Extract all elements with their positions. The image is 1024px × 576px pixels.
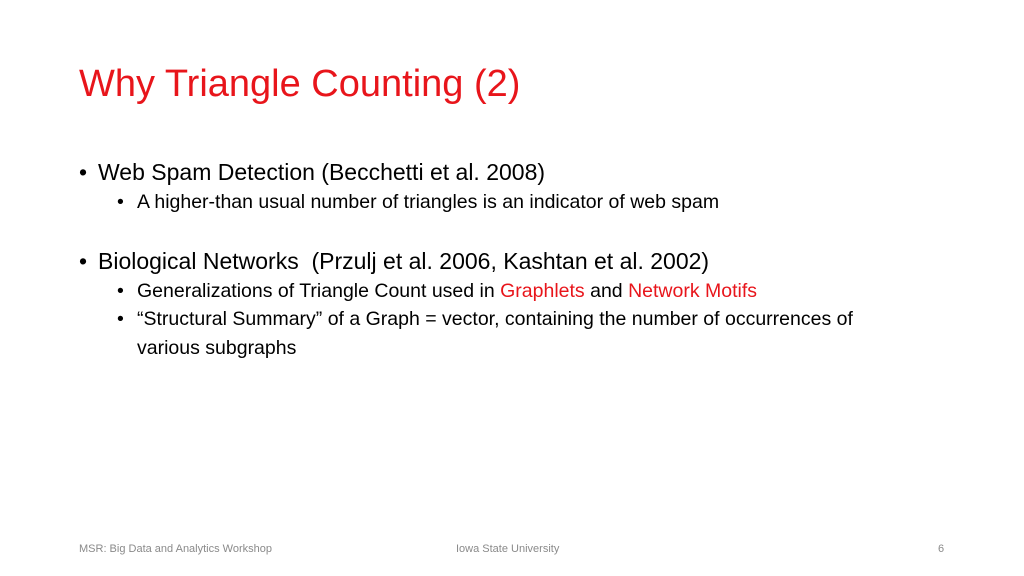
- sub-bullet-text: “Structural Summary” of a Graph = vector, containing the number of occurrences of various subgraphs: [137, 308, 853, 359]
- bullet-biological-networks: [79, 245, 959, 277]
- connector-text: and: [584, 280, 629, 302]
- graphlets-highlight: Graphlets: [500, 280, 585, 302]
- footer-page-number: 6: [938, 543, 945, 555]
- sub-bullet-text: Generalizations of Triangle Count used in: [137, 280, 501, 302]
- section-spacer: [79, 216, 959, 245]
- bullet-web-spam-detection: [79, 156, 959, 188]
- bullet-icon: •: [79, 159, 88, 185]
- bullet-icon: •: [117, 280, 124, 302]
- bullet-icon: •: [117, 191, 124, 213]
- bullet-text: Web Spam Detection (Becchetti et al. 2008): [98, 159, 546, 185]
- footer-workshop: MSR: Big Data and Analytics Workshop: [79, 543, 272, 555]
- footer-university: Iowa State University: [456, 543, 560, 555]
- network-motifs-highlight: Network Motifs: [628, 280, 758, 302]
- sub-bullet-structural-summary: [79, 305, 867, 363]
- bullet-text: Biological Networks (Przulj et al. 2006, Kashtan et al. 2002): [98, 248, 710, 274]
- sub-bullet-web-spam-triangles: [79, 188, 959, 216]
- sub-bullet-text: A higher-than usual number of triangles is an indicator of web spam: [137, 191, 720, 213]
- bullet-icon: •: [117, 308, 124, 330]
- bullet-icon: •: [79, 248, 88, 274]
- sub-bullet-generalizations: [79, 277, 959, 305]
- slide-title: Why Triangle Counting (2): [79, 63, 521, 105]
- slide-body: [79, 156, 959, 363]
